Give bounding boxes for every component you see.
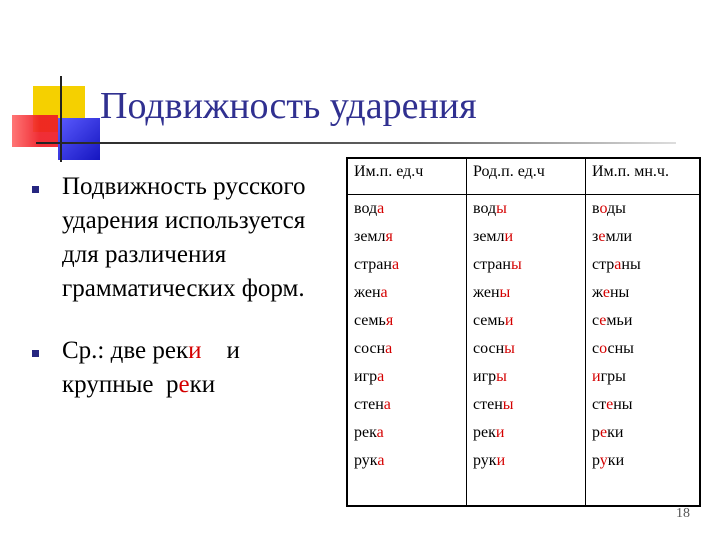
- stressed-letter: ы: [499, 284, 511, 301]
- word-part: ды: [607, 200, 626, 217]
- word-part: мьи: [606, 312, 633, 329]
- word-part: р: [592, 452, 600, 469]
- table-cell: [347, 251, 467, 279]
- stressed-letter: е: [606, 396, 614, 413]
- word-part: стен: [473, 396, 503, 413]
- stressed-letter: о: [599, 340, 608, 357]
- word-part: игр: [473, 368, 497, 385]
- bullet-text-part: Подвижность русского ударения используется для различения грамматических форм.: [62, 173, 312, 302]
- table-cell: [586, 391, 701, 419]
- table-cell: [467, 279, 586, 307]
- word-part: стр: [592, 256, 615, 273]
- slide-number: 18: [676, 506, 690, 521]
- slide-title: Подвижность ударения: [100, 85, 477, 127]
- word-part: гры: [600, 368, 626, 385]
- stressed-letter: е: [600, 424, 608, 441]
- column-header: Им.п. ед.ч: [347, 158, 467, 195]
- word-part: семь: [473, 312, 505, 329]
- table-cell: [347, 363, 467, 391]
- table-cell: [347, 223, 467, 251]
- bullet-square-icon: [32, 186, 39, 193]
- stressed-letter: а: [614, 256, 622, 273]
- table-cell: [586, 307, 701, 335]
- table-row: [347, 363, 700, 391]
- table-header-row: [347, 158, 700, 195]
- table-cell: [347, 391, 467, 419]
- stressed-letter: е: [178, 371, 190, 398]
- word-part: семь: [354, 312, 386, 329]
- stressed-letter: е: [602, 284, 610, 301]
- word-part: с: [592, 312, 600, 329]
- word-part: вод: [354, 200, 378, 217]
- stressed-letter: а: [383, 396, 391, 413]
- table-cell: [586, 447, 701, 506]
- stressed-letter: и: [504, 312, 514, 329]
- table-cell: [586, 251, 701, 279]
- table-row: [347, 307, 700, 335]
- word-part: жен: [473, 284, 500, 301]
- word-part: стран: [473, 256, 511, 273]
- word-part: стен: [354, 396, 384, 413]
- word-part: ны: [609, 284, 630, 301]
- stressed-letter: а: [377, 452, 385, 469]
- table-cell: [586, 335, 701, 363]
- table-row: [347, 391, 700, 419]
- stressed-letter: о: [599, 200, 607, 217]
- word-part: с: [592, 340, 600, 357]
- table-cell: [347, 419, 467, 447]
- table-cell: [467, 251, 586, 279]
- stressed-letter: а: [380, 284, 388, 301]
- table-cell: [347, 447, 467, 506]
- case-table: [346, 157, 701, 507]
- bullet-text-part: Ср.: две рек: [62, 337, 189, 364]
- word-part: ж: [592, 284, 603, 301]
- word-part: в: [592, 200, 600, 217]
- table-cell: [467, 363, 586, 391]
- word-part: рек: [473, 424, 496, 441]
- table-cell: [467, 447, 586, 506]
- stressed-letter: и: [495, 424, 505, 441]
- table-row: [347, 419, 700, 447]
- column-header: Род.п. ед.ч: [467, 158, 586, 195]
- bullet-text-part: ки: [189, 371, 216, 398]
- table-cell: [586, 419, 701, 447]
- table-row: [347, 195, 700, 224]
- word-part: з: [592, 228, 599, 245]
- table-row: [347, 279, 700, 307]
- word-part: р: [592, 424, 600, 441]
- table-cell: [586, 279, 701, 307]
- table-cell: [467, 335, 586, 363]
- table-row: [347, 223, 700, 251]
- table-cell: [586, 363, 701, 391]
- word-part: сосн: [473, 340, 505, 357]
- decor-blue-square: [58, 118, 100, 160]
- stressed-letter: ы: [496, 200, 507, 217]
- bullet-square-icon: [32, 350, 39, 357]
- table-cell: [467, 223, 586, 251]
- word-part: ст: [592, 396, 607, 413]
- stressed-letter: и: [592, 368, 601, 385]
- word-part: рек: [354, 424, 377, 441]
- word-part: вод: [473, 200, 497, 217]
- word-part: стран: [354, 256, 392, 273]
- bullet-list: [30, 170, 330, 402]
- table-cell: [467, 307, 586, 335]
- bullet-text: [62, 337, 246, 398]
- stressed-letter: у: [599, 452, 608, 469]
- table-cell: [347, 279, 467, 307]
- stressed-letter: а: [377, 200, 385, 217]
- stressed-letter: а: [376, 424, 384, 441]
- table-cell: [586, 195, 701, 224]
- table-cell: [467, 195, 586, 224]
- word-part: жен: [354, 284, 381, 301]
- table-row: [347, 251, 700, 279]
- word-part: ны: [621, 256, 641, 273]
- stressed-letter: и: [504, 228, 514, 245]
- stressed-letter: а: [377, 368, 385, 385]
- table-row: [347, 447, 700, 506]
- bullet-item: [30, 170, 330, 306]
- stressed-letter: я: [385, 312, 394, 329]
- stressed-letter: е: [598, 228, 606, 245]
- stressed-letter: ы: [510, 256, 522, 273]
- word-part: ки: [607, 424, 624, 441]
- word-part: земл: [354, 228, 386, 245]
- bullet-item: [30, 334, 330, 402]
- table-row: [347, 335, 700, 363]
- stressed-letter: е: [599, 312, 607, 329]
- word-part: сны: [607, 340, 634, 357]
- column-header: Им.п. мн.ч.: [586, 158, 701, 195]
- word-part: ны: [613, 396, 633, 413]
- stressed-letter: и: [188, 337, 202, 364]
- bullet-text: [62, 173, 312, 302]
- table-cell: [347, 195, 467, 224]
- stressed-letter: ы: [502, 396, 514, 413]
- word-part: рук: [473, 452, 497, 469]
- word-part: земл: [473, 228, 505, 245]
- stressed-letter: ы: [504, 340, 515, 357]
- table-cell: [467, 419, 586, 447]
- word-part: игр: [354, 368, 378, 385]
- word-part: ки: [607, 452, 625, 469]
- decor-vertical-line: [60, 76, 62, 162]
- table-cell: [586, 223, 701, 251]
- word-part: мли: [605, 228, 633, 245]
- table-cell: [347, 335, 467, 363]
- word-part: рук: [354, 452, 378, 469]
- table-body: [347, 195, 700, 507]
- stressed-letter: и: [496, 452, 506, 469]
- word-part: сосн: [354, 340, 386, 357]
- table-cell: [467, 391, 586, 419]
- table-cell: [347, 307, 467, 335]
- stressed-letter: а: [391, 256, 400, 273]
- stressed-letter: ы: [496, 368, 507, 385]
- stressed-letter: а: [385, 340, 393, 357]
- title-underline: [36, 142, 676, 144]
- stressed-letter: я: [385, 228, 393, 245]
- bullet-text-part: и крупные р: [62, 337, 247, 398]
